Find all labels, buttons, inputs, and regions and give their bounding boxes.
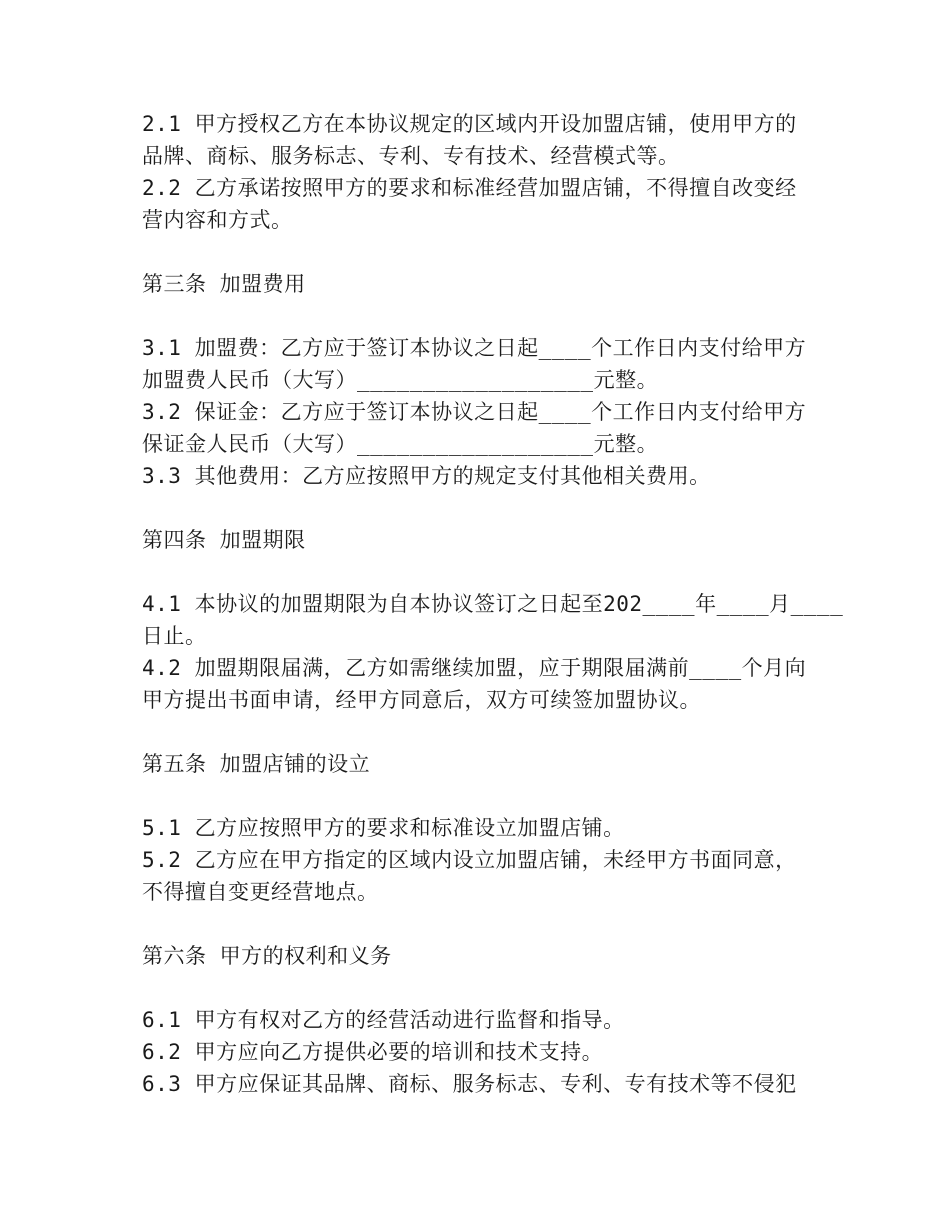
section-heading-3: 第三条 加盟费用 bbox=[142, 272, 306, 296]
section-heading-5: 第五条 加盟店铺的设立 bbox=[142, 752, 371, 776]
section-heading-6: 第六条 甲方的权利和义务 bbox=[142, 944, 392, 968]
paragraph-gap bbox=[142, 716, 822, 748]
clause-4-1-line-1: 4.1 本协议的加盟期限为自本协议签订之日起至202____年____月____ bbox=[142, 592, 844, 616]
clause-6-3-line-1: 6.3 甲方应保证其品牌、商标、服务标志、专利、专有技术等不侵犯 bbox=[142, 1072, 797, 1096]
paragraph-gap bbox=[142, 780, 822, 812]
paragraph-gap bbox=[142, 908, 822, 940]
clause-2-1-line-2: 品牌、商标、服务标志、专利、专有技术、经营模式等。 bbox=[142, 144, 680, 168]
clause-3-1-line-2: 加盟费人民币（大写）__________________元整。 bbox=[142, 368, 659, 392]
clause-4-2-line-1: 4.2 加盟期限届满，乙方如需继续加盟，应于期限届满前____个月向 bbox=[142, 656, 807, 680]
paragraph-gap bbox=[142, 972, 822, 1004]
clause-3-2-line-2: 保证金人民币（大写）__________________元整。 bbox=[142, 432, 659, 456]
clause-2-2-line-2: 营内容和方式。 bbox=[142, 208, 293, 232]
document-page bbox=[142, 108, 844, 1100]
clause-3-3: 3.3 其他费用：乙方应按照甲方的规定支付其他相关费用。 bbox=[142, 464, 711, 488]
clause-2-2-line-1: 2.2 乙方承诺按照甲方的要求和标准经营加盟店铺，不得擅自改变经 bbox=[142, 176, 797, 200]
clause-3-1-line-1: 3.1 加盟费：乙方应于签订本协议之日起____个工作日内支付给甲方 bbox=[142, 336, 807, 360]
clause-3-2-line-1: 3.2 保证金：乙方应于签订本协议之日起____个工作日内支付给甲方 bbox=[142, 400, 807, 424]
section-heading-4: 第四条 加盟期限 bbox=[142, 528, 306, 552]
clause-4-2-line-2: 甲方提出书面申请，经甲方同意后，双方可续签加盟协议。 bbox=[142, 688, 701, 712]
paragraph-gap bbox=[142, 492, 822, 524]
clause-4-1-line-2: 日止。 bbox=[142, 624, 207, 648]
paragraph-gap bbox=[142, 556, 822, 588]
clause-5-2-line-1: 5.2 乙方应在甲方指定的区域内设立加盟店铺，未经甲方书面同意， bbox=[142, 848, 797, 872]
clause-6-1: 6.1 甲方有权对乙方的经营活动进行监督和指导。 bbox=[142, 1008, 625, 1032]
paragraph-gap bbox=[142, 300, 822, 332]
clause-2-1-line-1: 2.1 甲方授权乙方在本协议规定的区域内开设加盟店铺，使用甲方的 bbox=[142, 112, 797, 136]
clause-5-2-line-2: 不得擅自变更经营地点。 bbox=[142, 880, 379, 904]
clause-5-1: 5.1 乙方应按照甲方的要求和标准设立加盟店铺。 bbox=[142, 816, 625, 840]
paragraph-gap bbox=[142, 236, 822, 268]
clause-6-2: 6.2 甲方应向乙方提供必要的培训和技术支持。 bbox=[142, 1040, 604, 1064]
